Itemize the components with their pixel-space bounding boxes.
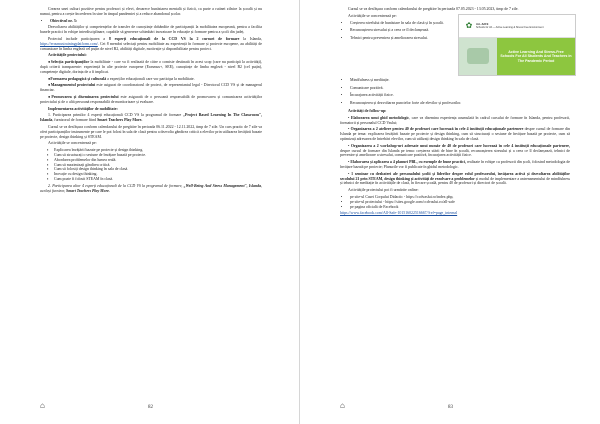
activity-management: ●Managementul proiectului este asigurat de coordonatorul de proiect, de reprezentantul legal - Directorul CCD VS și de managerul financiar. <box>40 83 262 93</box>
page-number-left: 82 <box>148 405 153 410</box>
focus-heading-2: Activitățile se concentrează pe: <box>348 13 397 18</box>
paragraph-course-2: Cursul se va desfășura conform calendarului de pregătire în perioada 07.05.2023 - 13.05.2023, timp de 7 zile. <box>348 7 519 11</box>
list-item: • Încurajarea activității fizice. <box>350 93 570 98</box>
project-banner-image <box>458 14 576 76</box>
paragraph-participation: Proiectul include participarea a 8 experți educaționali de la CCD VS la 2 cursuri de formare la Islanda, https://erasmustrainingplatform.com/. Cei 8 membri selectați pentru mobilitate au experiență în formare și proiecte europene, au abilități de comunicare în limba engleză cel puțin de nivel B2, abilități digitale, motivație și disponibilitate pentru proiect. <box>40 36 262 51</box>
objective-title: • Obiectivul nr. 3: <box>50 19 262 24</box>
list-item: • Mindfulness și meditație. <box>350 78 570 83</box>
focus-list-2b <box>340 78 570 106</box>
list-item: • Comunicare pozitivă. <box>350 86 570 91</box>
banner-line-2: Schools For All Students And Teachers in <box>500 54 572 59</box>
photo-placeholder <box>459 38 497 75</box>
mobility-item-2: 2. Participarea altor 4 experți educaționali de la CCD VS la programul de formare, „Well-Being And Stress Management", Islanda, același furnizor, Smart Teachers Play More. <box>40 183 263 193</box>
list-item: • Creșterea nivelului de bunăstare în sala de clasă și în școală. <box>350 21 452 26</box>
list-item: • Recunoașterea stresului și a ceea ce îl declanșează. <box>350 28 452 33</box>
logo-name: ALL-SAFE <box>476 22 489 26</box>
facebook-url[interactable]: https://www.facebook.com/All-Safe-101516022516667/?ref=page_internal <box>340 211 458 216</box>
link-project-site[interactable]: • pe site-ul proiectului - https://sites.google.com/ccdvaslui.ro/all-safe <box>350 200 570 205</box>
logo-tagline: Schools for All — Active Learning & Stress Free Environment <box>476 25 544 29</box>
paragraph-intro: Crearea unei culturi pozitive pentru profesori și elevi, deoarece bunăstarea mentală și fizică, ca parte a rutinei zilnice la școală și nu numai, pentru a crește încrederea în sine în timpul pandemiei și a reduce abandonul școlar. <box>40 7 262 16</box>
objective-list <box>40 19 262 24</box>
list-item: ▪ Cum să structurați o sesiune de învățare bazată pe proiecte. <box>54 153 262 158</box>
list-item: • Recunoașterea și dezvoltarea punctelor forte ale elevilor și profesorilor. <box>350 101 570 106</box>
paragraph-objective: Dezvoltarea abilităților și competențelor de transfer de cunoștințe dobândite de participanții la mobilitatea europeană, pentru a facilita bunele practici în echipe interdisciplinare, capabile să genereze schimbări inovatoare în educație și formare pentru a școli din județ. <box>40 25 262 35</box>
training-platform-link[interactable]: https://erasmustrainingplatform.com/ <box>40 41 98 46</box>
followup-1: • Elaborarea unui ghid metodologic, care va disemina experiența acumulată în cadrul cursului de formare în Islanda, pentru profesorii, formatorii și personalul CCD Vaslui; <box>340 115 570 125</box>
banner-line-3: The Pandemic Period <box>517 58 555 63</box>
list-item: ▪ Cum să folosiți design thinking în sala de clasă. <box>54 167 262 172</box>
links-list <box>340 195 570 209</box>
implementation-heading: Implementarea activităților de mobilitate: <box>48 106 118 111</box>
right-page <box>300 0 600 424</box>
home-icon[interactable]: ⌂ <box>340 401 345 410</box>
followup-heading: Activități de follow-up: <box>348 108 387 113</box>
activity-selection: ●Selecția participanților la mobilitate - care va fi realizată de către o comisie destinată în acest scop (care nu participă la activități), după criterii transparente: experiență în alte proiecte europene (Erasmus+, SEE), cunoștințe de limba engleză - nivel B2 (cel puțin), competențe digitale, dorința de a fi implicat. <box>40 60 262 74</box>
list-item: • Tehnici pentru prevenirea și ameliorarea stresului. <box>350 36 452 41</box>
followup-5: • 1 seminar cu dezbateri ale personalului școlii și liderilor despre rolul profesorului, învățarea activă și dezvoltarea abilităților secolului 21 prin STEAM, design thinking și activități de rezolvare a problemelor și modul de implementare a antrenamentului de mindfulness și tehnici de meditație în activitățile de clasă, în fiecare școală, pentru 40 de profesori și directori de școală. <box>340 171 570 186</box>
activity-training: ●Formarea pedagogică și culturală a experților educaționali care vor participa la mobilitate. <box>48 76 195 81</box>
list-item: ▪ Inovație cu design thinking. <box>54 172 262 177</box>
activity-promotion: ●Promovarea și diseminarea proiectului este asigurată de o persoană responsabilă de promovarea și comunicarea activităților proiectului și de o altă persoană responsabilă de monitorizare și evaluare. <box>40 94 262 104</box>
followup-2: • Organizarea a 2 ateliere pentru 40 de profesori care lucrează în cele 4 instituții educaționale partenere despre cursul de formare din Islanda pe tema: explicarea învățării bazate pe proiecte și design thinking, cum să structurați o sesiune de învățare bazată pe proiecte, cum să optimizați adresarea de întrebări elevilor, cum să utilizați design thinking în sala de clasă. <box>340 127 570 141</box>
list-item: ▪ Cum poate fi folosit STEAM în clasă. <box>54 177 262 182</box>
home-icon[interactable]: ⌂ <box>40 401 45 410</box>
page-number-right: 83 <box>448 405 453 410</box>
link-ccd-site[interactable]: • pe site-ul Casei Corpului Didactic - https://ccdvaslui.ro/index.php, <box>350 195 570 200</box>
all-safe-logo-icon: ✿ <box>465 21 473 31</box>
list-item: ▪ Cum să maximizați gândirea critică. <box>54 163 262 168</box>
followup-3: • Organizarea a 2 workshop-uri adresate unui număr de 40 de profesori care lucrează în cele 4 instituții educaționale partenere, despre cursul de formare din Islanda pe tema: creșterea stării de bine în școală, recunoașterea stresului și a ceea ce îl declanșează, tehnici de prevenire și ameliorare a stresului, comunicare pozitivă, încurajarea activității fizice. <box>340 143 570 158</box>
paragraph-course-1: Cursul se va desfășura conform calendarului de pregătire în perioada 06.11.2022 - 12.11.2022, timp de 7 zile. Un curs practic de 7 zile va oferi participanților instrumente pe care le pot folosi în sala de clasă pentru a dezvolta gândirea critică a elevilor prin utilizarea învățării bazate pe proiecte, design thinking și STEAM. <box>40 124 262 139</box>
focus-list-2 <box>340 21 452 41</box>
followup-4: • Elaborarea și aplicarea a 4 planuri PBL, cu exemple de bune practici, realizate în echipe cu profesorii din școli, folosind metodologia de învățare bazată pe proiecte; Planurile vor fi publicate în ghidul metodologic. <box>340 160 571 169</box>
online-heading: Activitățile proiectului pot fi urmărite online: <box>348 188 419 193</box>
list-item: ▪ Explicarea învățării bazate pe proiecte și design thinking. <box>54 148 262 153</box>
focus-heading-1: Activitățile se concentrează pe: <box>48 141 97 146</box>
activities-heading: Activitățile proiectului: <box>48 53 87 58</box>
list-item: ▪ Abordarea problemelor din lumea reală. <box>54 158 262 163</box>
focus-list-1 <box>40 148 262 182</box>
banner-line-1: Active Learning And Stress-Free <box>508 49 564 54</box>
link-facebook[interactable]: • pe pagina oficială de Facebook <box>350 205 570 210</box>
mobility-item-1: 1. Participarea primilor 4 experți educaționali CCD VS la programul de formare „Project Based Learning In The Classroom", Islanda, furnizorul de formare fiind Smart Teachers Play More. <box>40 113 262 123</box>
